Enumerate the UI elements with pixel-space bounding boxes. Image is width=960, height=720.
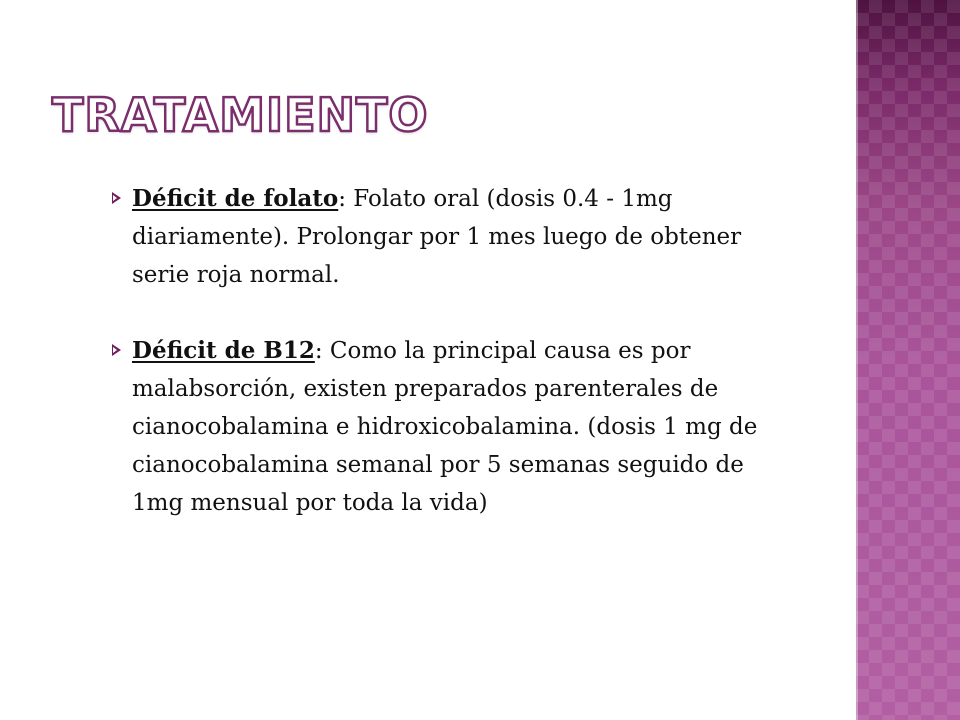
arrow-bullet-icon	[112, 192, 121, 204]
bullet-term: Déficit de folato	[132, 185, 339, 212]
slide-content	[112, 180, 802, 522]
bullet-text: : Folato oral (dosis 0.4 - 1mg diariamente). Prolongar por 1 mes luego de obtener serie roja normal.	[132, 186, 742, 288]
arrow-bullet-icon	[112, 344, 121, 356]
bullet-item-folate-deficiency	[112, 180, 802, 294]
bullet-term: Déficit de B12	[132, 337, 315, 364]
slide-title: TRATAMIENTO	[52, 88, 429, 142]
decorative-side-panel	[856, 0, 960, 720]
bullet-item-b12-deficiency	[112, 332, 802, 522]
bullet-text: : Como la principal causa es por malabsorción, existen preparados parenterales de cianocobalamina e hidroxicobalamina. (dosis 1 mg de cianocobalamina semanal por 5 semanas seguido de 1mg mensual por toda la vida)	[132, 338, 758, 516]
